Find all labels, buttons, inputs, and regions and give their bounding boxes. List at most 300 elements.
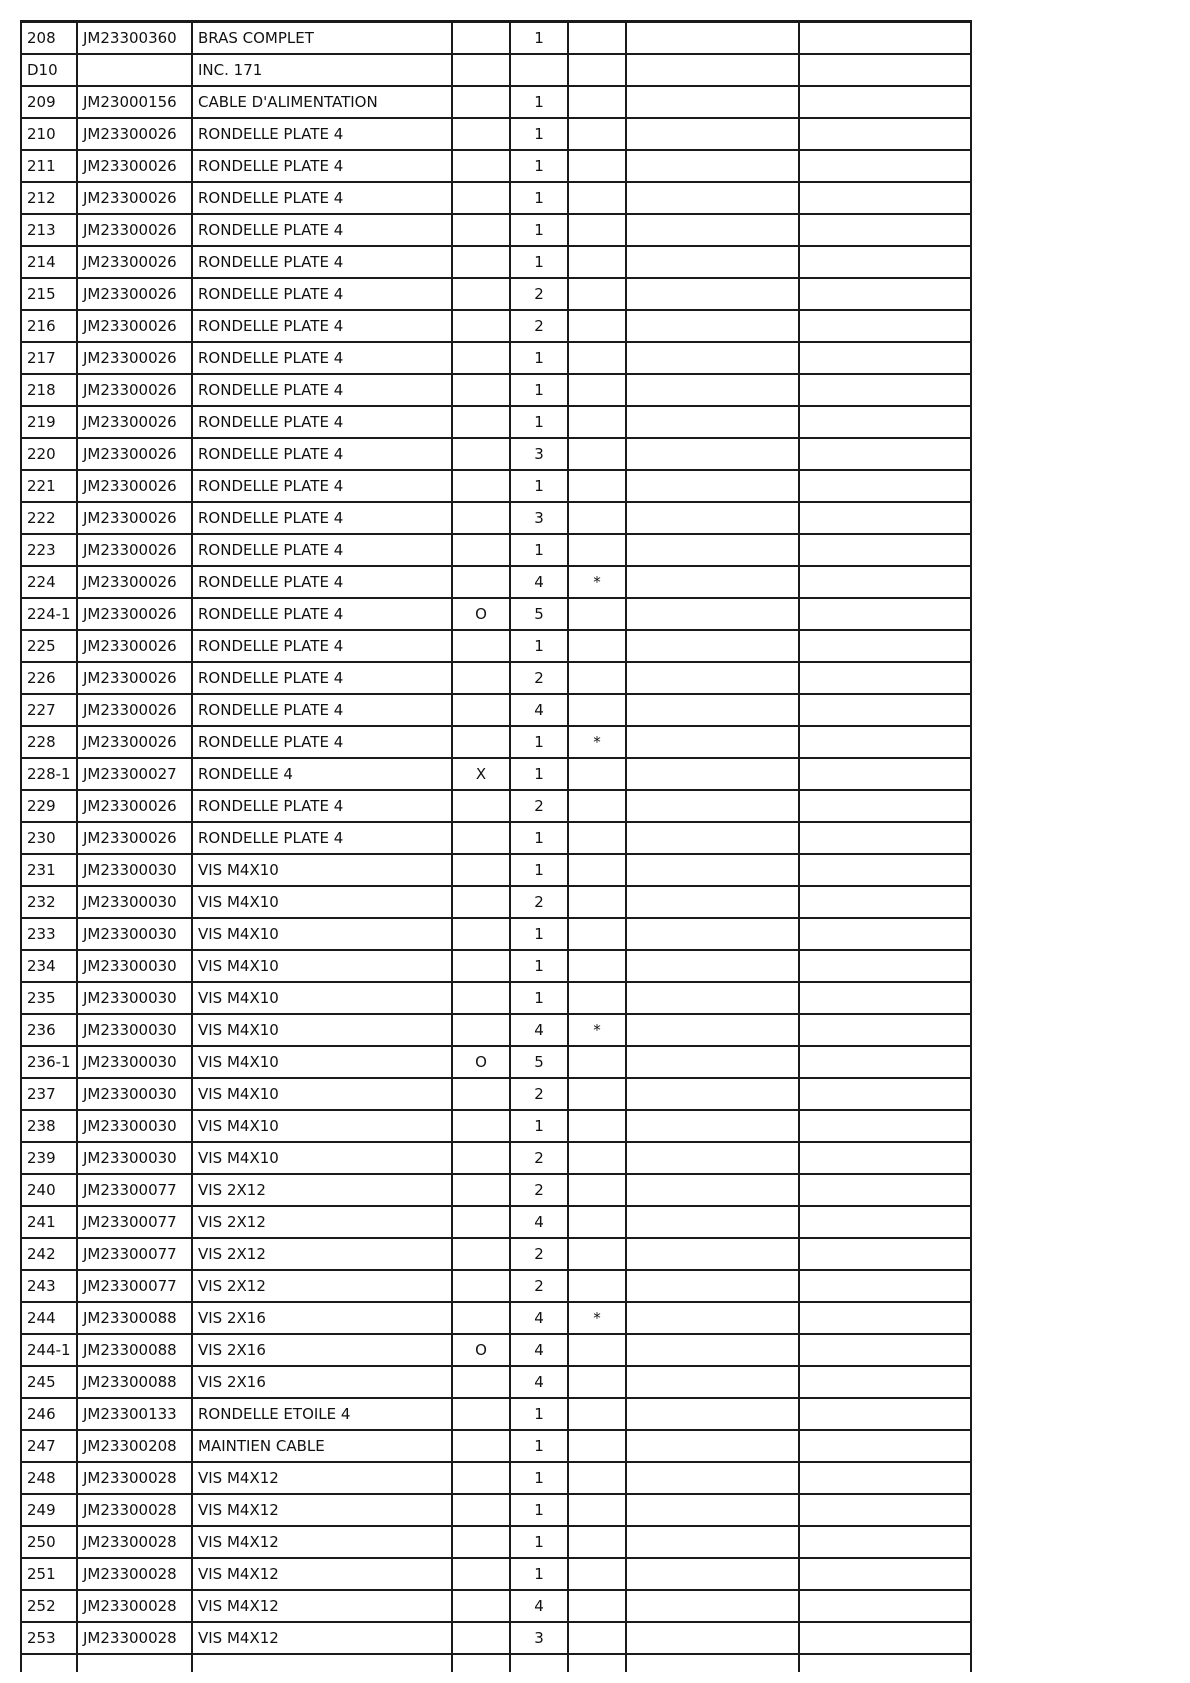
part-description-cell: RONDELLE PLATE 4 [192, 534, 452, 566]
part-quantity-cell: 1 [510, 982, 568, 1014]
part-mark-cell [452, 1270, 510, 1302]
part-code-cell: JM23300026 [77, 598, 192, 630]
table-row [21, 1270, 971, 1302]
part-flag-cell [568, 1526, 626, 1558]
part-flag-cell: * [568, 566, 626, 598]
part-mark-cell [452, 950, 510, 982]
part-code-cell: JM23300077 [77, 1206, 192, 1238]
table-row [21, 1462, 971, 1494]
part-description-cell: VIS M4X12 [192, 1558, 452, 1590]
part-quantity-cell: 4 [510, 1302, 568, 1334]
part-code-cell: JM23300030 [77, 1078, 192, 1110]
part-description-cell: RONDELLE ETOILE 4 [192, 1398, 452, 1430]
part-ref-cell: 247 [21, 1430, 77, 1462]
empty-cell [21, 1654, 77, 1672]
part-ref-cell: 223 [21, 534, 77, 566]
part-description-cell: MAINTIEN CABLE [192, 1430, 452, 1462]
part-ref-cell: 228-1 [21, 758, 77, 790]
part-mark-cell [452, 1174, 510, 1206]
table-row [21, 118, 971, 150]
part-extra-cell-1 [626, 758, 799, 790]
part-extra-cell-2 [799, 214, 971, 246]
part-quantity-cell: 1 [510, 1462, 568, 1494]
part-extra-cell-1 [626, 1238, 799, 1270]
part-quantity-cell: 1 [510, 1398, 568, 1430]
part-description-cell: VIS M4X10 [192, 1142, 452, 1174]
part-mark-cell [452, 1110, 510, 1142]
part-description-cell: VIS 2X16 [192, 1366, 452, 1398]
part-extra-cell-2 [799, 310, 971, 342]
empty-cell [510, 1654, 568, 1672]
part-extra-cell-2 [799, 1462, 971, 1494]
table-row [21, 54, 971, 86]
part-quantity-cell: 2 [510, 662, 568, 694]
part-quantity-cell: 1 [510, 534, 568, 566]
part-flag-cell [568, 694, 626, 726]
part-flag-cell [568, 822, 626, 854]
part-mark-cell [452, 662, 510, 694]
part-extra-cell-1 [626, 1334, 799, 1366]
part-flag-cell [568, 1046, 626, 1078]
part-mark-cell [452, 278, 510, 310]
part-ref-cell: 239 [21, 1142, 77, 1174]
part-extra-cell-2 [799, 470, 971, 502]
table-row [21, 310, 971, 342]
part-ref-cell: 222 [21, 502, 77, 534]
table-row [21, 598, 971, 630]
part-code-cell: JM23300026 [77, 278, 192, 310]
part-extra-cell-2 [799, 598, 971, 630]
part-extra-cell-2 [799, 1622, 971, 1654]
part-extra-cell-1 [626, 22, 799, 55]
part-flag-cell [568, 630, 626, 662]
part-quantity-cell: 1 [510, 822, 568, 854]
table-row [21, 1206, 971, 1238]
part-ref-cell: 241 [21, 1206, 77, 1238]
part-mark-cell [452, 1206, 510, 1238]
part-ref-cell: 221 [21, 470, 77, 502]
part-description-cell: RONDELLE PLATE 4 [192, 214, 452, 246]
part-description-cell: RONDELLE PLATE 4 [192, 310, 452, 342]
part-extra-cell-2 [799, 1174, 971, 1206]
part-flag-cell [568, 246, 626, 278]
part-flag-cell [568, 1270, 626, 1302]
part-ref-cell: 208 [21, 22, 77, 55]
part-code-cell: JM23300028 [77, 1590, 192, 1622]
table-row [21, 1334, 971, 1366]
part-description-cell: VIS 2X12 [192, 1206, 452, 1238]
part-extra-cell-2 [799, 758, 971, 790]
part-ref-cell: 227 [21, 694, 77, 726]
table-row [21, 1078, 971, 1110]
part-description-cell: RONDELLE PLATE 4 [192, 246, 452, 278]
part-extra-cell-2 [799, 662, 971, 694]
part-ref-cell: 242 [21, 1238, 77, 1270]
table-row [21, 918, 971, 950]
table-row [21, 406, 971, 438]
part-quantity-cell: 5 [510, 1046, 568, 1078]
part-description-cell: VIS M4X10 [192, 1046, 452, 1078]
part-extra-cell-2 [799, 950, 971, 982]
part-extra-cell-2 [799, 54, 971, 86]
part-code-cell: JM23300028 [77, 1526, 192, 1558]
part-mark-cell [452, 214, 510, 246]
part-mark-cell [452, 1398, 510, 1430]
table-row [21, 854, 971, 886]
part-description-cell: VIS 2X16 [192, 1334, 452, 1366]
part-extra-cell-1 [626, 790, 799, 822]
part-description-cell: RONDELLE PLATE 4 [192, 182, 452, 214]
part-ref-cell: 219 [21, 406, 77, 438]
part-flag-cell [568, 1590, 626, 1622]
table-row [21, 694, 971, 726]
part-code-cell: JM23300026 [77, 246, 192, 278]
part-description-cell: VIS 2X12 [192, 1174, 452, 1206]
part-extra-cell-2 [799, 1430, 971, 1462]
part-quantity-cell: 4 [510, 1334, 568, 1366]
part-extra-cell-1 [626, 822, 799, 854]
part-mark-cell [452, 150, 510, 182]
part-code-cell: JM23300088 [77, 1334, 192, 1366]
part-mark-cell [452, 1238, 510, 1270]
empty-cell [77, 1654, 192, 1672]
table-row [21, 1590, 971, 1622]
part-description-cell: RONDELLE 4 [192, 758, 452, 790]
part-flag-cell [568, 1206, 626, 1238]
part-description-cell: RONDELLE PLATE 4 [192, 598, 452, 630]
part-flag-cell [568, 950, 626, 982]
table-row [21, 630, 971, 662]
part-mark-cell [452, 310, 510, 342]
part-extra-cell-1 [626, 1430, 799, 1462]
part-flag-cell [568, 406, 626, 438]
part-code-cell: JM23300026 [77, 470, 192, 502]
part-mark-cell [452, 22, 510, 55]
part-quantity-cell: 4 [510, 1206, 568, 1238]
part-code-cell: JM23300026 [77, 630, 192, 662]
part-ref-cell: 218 [21, 374, 77, 406]
part-extra-cell-2 [799, 886, 971, 918]
part-ref-cell: 243 [21, 1270, 77, 1302]
part-extra-cell-1 [626, 214, 799, 246]
part-mark-cell [452, 886, 510, 918]
table-row [21, 758, 971, 790]
part-code-cell: JM23300026 [77, 726, 192, 758]
part-mark-cell: O [452, 1046, 510, 1078]
part-quantity-cell: 1 [510, 470, 568, 502]
part-extra-cell-2 [799, 1302, 971, 1334]
part-description-cell: VIS M4X10 [192, 854, 452, 886]
part-extra-cell-1 [626, 1110, 799, 1142]
part-mark-cell [452, 86, 510, 118]
part-ref-cell: 231 [21, 854, 77, 886]
part-code-cell: JM23300088 [77, 1302, 192, 1334]
part-flag-cell [568, 118, 626, 150]
part-mark-cell [452, 118, 510, 150]
table-row [21, 1014, 971, 1046]
part-extra-cell-2 [799, 726, 971, 758]
part-flag-cell [568, 598, 626, 630]
part-ref-cell: 250 [21, 1526, 77, 1558]
part-extra-cell-2 [799, 246, 971, 278]
part-extra-cell-1 [626, 1590, 799, 1622]
part-quantity-cell: 1 [510, 182, 568, 214]
parts-list-body [21, 22, 971, 1673]
part-extra-cell-1 [626, 246, 799, 278]
part-code-cell: JM23300026 [77, 310, 192, 342]
part-flag-cell [568, 1174, 626, 1206]
part-ref-cell: 209 [21, 86, 77, 118]
part-flag-cell [568, 438, 626, 470]
part-code-cell: JM23300030 [77, 1046, 192, 1078]
part-ref-cell: 246 [21, 1398, 77, 1430]
part-extra-cell-1 [626, 150, 799, 182]
part-code-cell: JM23300133 [77, 1398, 192, 1430]
part-ref-cell: 225 [21, 630, 77, 662]
part-quantity-cell: 1 [510, 118, 568, 150]
table-row [21, 982, 971, 1014]
table-row [21, 950, 971, 982]
part-code-cell: JM23300028 [77, 1622, 192, 1654]
table-row [21, 438, 971, 470]
part-ref-cell: 235 [21, 982, 77, 1014]
table-row [21, 1110, 971, 1142]
table-row [21, 1046, 971, 1078]
part-extra-cell-2 [799, 86, 971, 118]
part-extra-cell-2 [799, 182, 971, 214]
part-extra-cell-2 [799, 1046, 971, 1078]
part-extra-cell-1 [626, 630, 799, 662]
part-extra-cell-2 [799, 854, 971, 886]
part-code-cell: JM23300030 [77, 1142, 192, 1174]
part-code-cell: JM23300026 [77, 118, 192, 150]
part-description-cell: CABLE D'ALIMENTATION [192, 86, 452, 118]
part-extra-cell-1 [626, 1558, 799, 1590]
part-ref-cell: 220 [21, 438, 77, 470]
table-row [21, 1558, 971, 1590]
part-flag-cell [568, 1430, 626, 1462]
part-flag-cell [568, 182, 626, 214]
part-extra-cell-1 [626, 886, 799, 918]
part-extra-cell-2 [799, 1110, 971, 1142]
part-mark-cell [452, 918, 510, 950]
part-extra-cell-1 [626, 1302, 799, 1334]
part-extra-cell-2 [799, 1206, 971, 1238]
part-extra-cell-2 [799, 150, 971, 182]
table-row [21, 86, 971, 118]
empty-cell [452, 1654, 510, 1672]
table-row [21, 1494, 971, 1526]
part-extra-cell-2 [799, 1334, 971, 1366]
part-code-cell: JM23300030 [77, 1014, 192, 1046]
part-extra-cell-1 [626, 278, 799, 310]
part-flag-cell [568, 534, 626, 566]
part-mark-cell [452, 790, 510, 822]
table-row [21, 150, 971, 182]
part-extra-cell-1 [626, 982, 799, 1014]
part-mark-cell [452, 438, 510, 470]
part-extra-cell-2 [799, 918, 971, 950]
part-description-cell: VIS M4X10 [192, 886, 452, 918]
part-mark-cell [452, 1494, 510, 1526]
table-row [21, 1174, 971, 1206]
part-extra-cell-2 [799, 22, 971, 55]
part-flag-cell [568, 214, 626, 246]
part-ref-cell: 236 [21, 1014, 77, 1046]
part-flag-cell [568, 470, 626, 502]
part-extra-cell-1 [626, 918, 799, 950]
table-row [21, 1526, 971, 1558]
part-extra-cell-1 [626, 950, 799, 982]
table-row [21, 886, 971, 918]
part-ref-cell: 230 [21, 822, 77, 854]
part-quantity-cell: 2 [510, 310, 568, 342]
part-description-cell: RONDELLE PLATE 4 [192, 502, 452, 534]
table-row [21, 1398, 971, 1430]
part-extra-cell-2 [799, 1526, 971, 1558]
part-extra-cell-1 [626, 1014, 799, 1046]
part-quantity-cell: 2 [510, 1238, 568, 1270]
part-mark-cell [452, 54, 510, 86]
part-code-cell: JM23300026 [77, 182, 192, 214]
table-row [21, 726, 971, 758]
part-quantity-cell: 1 [510, 1110, 568, 1142]
part-mark-cell: O [452, 598, 510, 630]
part-code-cell: JM23300077 [77, 1238, 192, 1270]
part-flag-cell [568, 1558, 626, 1590]
part-ref-cell: 240 [21, 1174, 77, 1206]
part-mark-cell [452, 534, 510, 566]
part-code-cell: JM23300026 [77, 502, 192, 534]
table-row [21, 1238, 971, 1270]
part-extra-cell-1 [626, 502, 799, 534]
part-description-cell: VIS 2X12 [192, 1238, 452, 1270]
part-extra-cell-2 [799, 534, 971, 566]
part-description-cell: VIS M4X10 [192, 1014, 452, 1046]
part-flag-cell [568, 278, 626, 310]
part-description-cell: VIS M4X10 [192, 982, 452, 1014]
part-extra-cell-2 [799, 566, 971, 598]
part-description-cell: VIS M4X12 [192, 1622, 452, 1654]
part-mark-cell [452, 1590, 510, 1622]
part-ref-cell: 229 [21, 790, 77, 822]
part-extra-cell-1 [626, 1270, 799, 1302]
part-extra-cell-2 [799, 1558, 971, 1590]
part-ref-cell: 210 [21, 118, 77, 150]
part-mark-cell [452, 1142, 510, 1174]
part-mark-cell [452, 822, 510, 854]
part-extra-cell-1 [626, 1622, 799, 1654]
part-code-cell: JM23300088 [77, 1366, 192, 1398]
part-ref-cell: 213 [21, 214, 77, 246]
table-row [21, 470, 971, 502]
part-code-cell: JM23300026 [77, 694, 192, 726]
part-extra-cell-2 [799, 1494, 971, 1526]
part-code-cell: JM23300030 [77, 854, 192, 886]
part-flag-cell [568, 1494, 626, 1526]
part-code-cell: JM23300030 [77, 918, 192, 950]
part-quantity-cell: 3 [510, 1622, 568, 1654]
part-quantity-cell: 3 [510, 502, 568, 534]
part-flag-cell [568, 1142, 626, 1174]
part-extra-cell-1 [626, 438, 799, 470]
part-flag-cell [568, 790, 626, 822]
part-extra-cell-1 [626, 694, 799, 726]
part-mark-cell [452, 854, 510, 886]
part-quantity-cell: 4 [510, 566, 568, 598]
part-mark-cell [452, 1302, 510, 1334]
part-ref-cell: 226 [21, 662, 77, 694]
part-ref-cell: 214 [21, 246, 77, 278]
part-ref-cell: 244-1 [21, 1334, 77, 1366]
part-extra-cell-1 [626, 470, 799, 502]
part-code-cell [77, 54, 192, 86]
part-description-cell: VIS 2X16 [192, 1302, 452, 1334]
part-quantity-cell: 1 [510, 950, 568, 982]
part-code-cell: JM23300360 [77, 22, 192, 55]
part-code-cell: JM23300030 [77, 982, 192, 1014]
part-description-cell: RONDELLE PLATE 4 [192, 342, 452, 374]
part-mark-cell [452, 694, 510, 726]
part-code-cell: JM23300026 [77, 790, 192, 822]
part-extra-cell-2 [799, 822, 971, 854]
part-mark-cell [452, 1430, 510, 1462]
part-ref-cell: 236-1 [21, 1046, 77, 1078]
part-mark-cell [452, 1462, 510, 1494]
part-extra-cell-1 [626, 854, 799, 886]
table-row [21, 1142, 971, 1174]
part-flag-cell [568, 86, 626, 118]
part-mark-cell [452, 1366, 510, 1398]
part-extra-cell-2 [799, 374, 971, 406]
part-quantity-cell: 4 [510, 1590, 568, 1622]
part-extra-cell-2 [799, 1270, 971, 1302]
part-ref-cell: 216 [21, 310, 77, 342]
part-mark-cell [452, 502, 510, 534]
part-code-cell: JM23300077 [77, 1174, 192, 1206]
part-mark-cell [452, 1622, 510, 1654]
part-quantity-cell: 1 [510, 1494, 568, 1526]
part-ref-cell: 252 [21, 1590, 77, 1622]
part-code-cell: JM23300028 [77, 1558, 192, 1590]
part-quantity-cell: 1 [510, 1526, 568, 1558]
part-quantity-cell: 2 [510, 1142, 568, 1174]
part-extra-cell-1 [626, 1526, 799, 1558]
table-row [21, 1622, 971, 1654]
part-quantity-cell: 1 [510, 726, 568, 758]
part-flag-cell [568, 662, 626, 694]
part-quantity-cell: 2 [510, 278, 568, 310]
part-ref-cell: 232 [21, 886, 77, 918]
part-flag-cell: * [568, 726, 626, 758]
part-quantity-cell: 2 [510, 1078, 568, 1110]
table-row [21, 790, 971, 822]
part-quantity-cell: 1 [510, 214, 568, 246]
part-quantity-cell: 1 [510, 1430, 568, 1462]
part-quantity-cell: 1 [510, 758, 568, 790]
part-ref-cell: 251 [21, 1558, 77, 1590]
part-mark-cell [452, 374, 510, 406]
part-mark-cell [452, 1526, 510, 1558]
part-extra-cell-2 [799, 630, 971, 662]
part-flag-cell [568, 342, 626, 374]
part-quantity-cell: 4 [510, 694, 568, 726]
part-code-cell: JM23300026 [77, 150, 192, 182]
table-row [21, 1302, 971, 1334]
part-quantity-cell: 2 [510, 790, 568, 822]
part-mark-cell [452, 182, 510, 214]
part-quantity-cell: 4 [510, 1014, 568, 1046]
